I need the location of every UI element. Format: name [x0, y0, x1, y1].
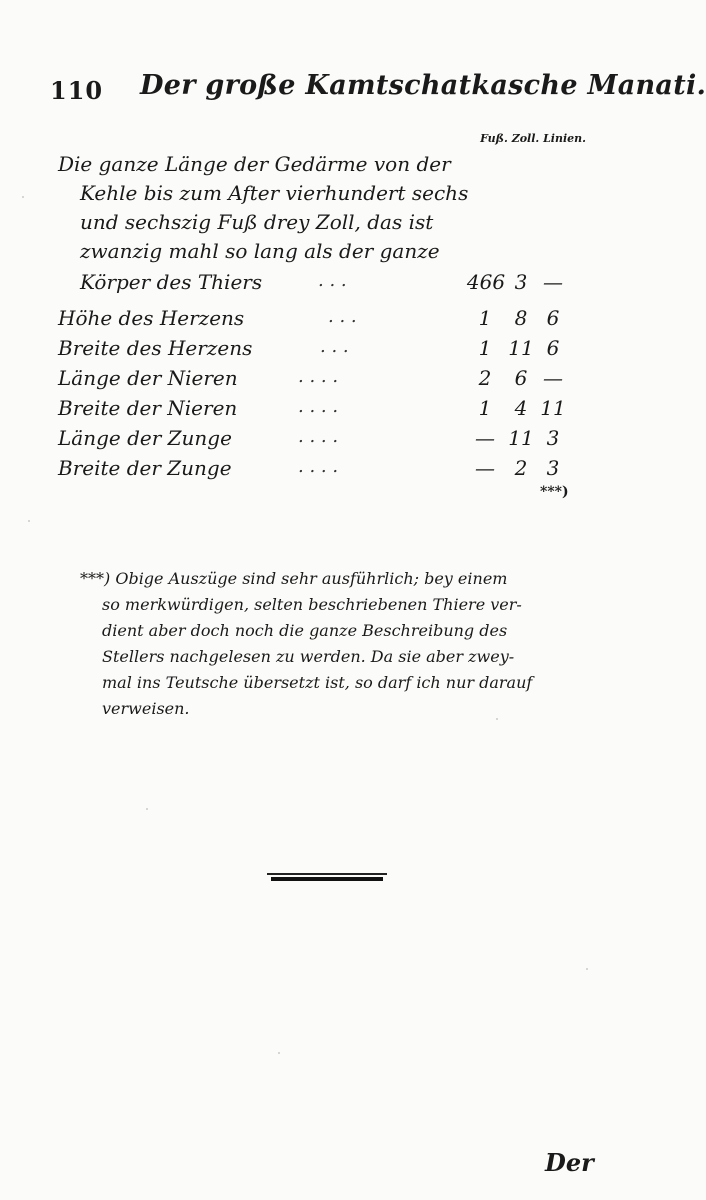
value-zoll: 4 — [514, 396, 528, 420]
leader-dots: . . . . — [298, 426, 339, 447]
value-zoll: 6 — [514, 366, 528, 390]
measurement-row — [58, 306, 588, 336]
description-line: Die ganze Länge der Gedärme von der — [58, 152, 451, 176]
row-label: Körper des Thiers — [80, 270, 263, 294]
value-fuss: — — [475, 456, 495, 480]
footnote-line: dient aber doch noch die ganze Beschreibung des — [102, 621, 508, 640]
value-fuss: 1 — [478, 336, 492, 360]
paper-speck — [28, 520, 30, 522]
value-fuss: — — [475, 426, 495, 450]
rule-line-thick — [271, 877, 383, 881]
value-linien: 6 — [546, 336, 560, 360]
value-zoll: 2 — [514, 456, 528, 480]
value-fuss: 2 — [478, 366, 492, 390]
value-zoll: 3 — [514, 270, 528, 294]
row-label: Breite der Nieren — [58, 396, 238, 420]
row-label: Länge der Zunge — [58, 426, 232, 450]
measurement-row — [58, 366, 588, 396]
footnote — [80, 566, 590, 722]
value-linien: — — [543, 366, 563, 390]
footnote-line: mal ins Teutsche übersetzt ist, so darf ich nur darauf — [102, 673, 533, 692]
leader-dots: . . . . — [298, 366, 339, 387]
row-label: Höhe des Herzens — [58, 306, 245, 330]
footnote-line: so merkwürdigen, selten beschriebenen Thiere ver- — [102, 595, 522, 614]
value-zoll: 11 — [508, 336, 534, 360]
catchword: Der — [545, 1148, 594, 1177]
footnote-line: ***) Obige Auszüge sind sehr ausführlich; bey einem — [80, 569, 508, 588]
value-fuss: 1 — [478, 396, 492, 420]
paper-speck — [278, 1052, 280, 1054]
row-label: Breite der Zunge — [58, 456, 232, 480]
measurement-row — [58, 456, 588, 486]
measurement-row — [58, 426, 588, 456]
leader-dots: . . . . — [298, 396, 339, 417]
page-number: 110 — [50, 76, 104, 105]
section-end-rule — [267, 873, 387, 883]
value-fuss: 466 — [466, 270, 506, 294]
leader-dots: . . . — [320, 336, 349, 357]
rule-line-thin — [267, 873, 387, 875]
description-line: zwanzig mahl so lang als der ganze — [80, 239, 440, 263]
row-label: Länge der Nieren — [58, 366, 238, 390]
intestine-description — [58, 150, 468, 266]
leader-dots: . . . — [318, 270, 347, 291]
value-linien: 3 — [546, 426, 560, 450]
paper-speck — [146, 808, 148, 810]
measurement-row — [58, 396, 588, 426]
footnote-line: Stellers nachgelesen zu werden. Da sie aber zwey- — [102, 647, 515, 666]
measurement-row — [58, 270, 588, 300]
paper-speck — [22, 196, 24, 198]
running-header — [50, 70, 706, 110]
value-zoll: 11 — [508, 426, 534, 450]
value-zoll: 8 — [514, 306, 528, 330]
value-linien: 3 — [546, 456, 560, 480]
description-line: Kehle bis zum After vierhundert sechs — [80, 181, 469, 205]
leader-dots: . . . . — [298, 456, 339, 477]
value-linien: 11 — [540, 396, 566, 420]
value-fuss: 1 — [478, 306, 492, 330]
row-label: Breite des Herzens — [58, 336, 253, 360]
measurement-row — [58, 336, 588, 366]
value-linien: — — [543, 270, 563, 294]
footnote-line: verweisen. — [102, 699, 190, 718]
leader-dots: . . . — [328, 306, 357, 327]
value-linien: 6 — [546, 306, 560, 330]
paper-speck — [586, 968, 588, 970]
running-title: Der große Kamtschatkasche Manati. — [140, 70, 706, 101]
footnote-reference-mark: ***) — [540, 484, 569, 500]
measurement-units-header: Fuß. Zoll. Linien. — [480, 132, 586, 145]
description-line: und sechszig Fuß drey Zoll, das ist — [80, 210, 434, 234]
